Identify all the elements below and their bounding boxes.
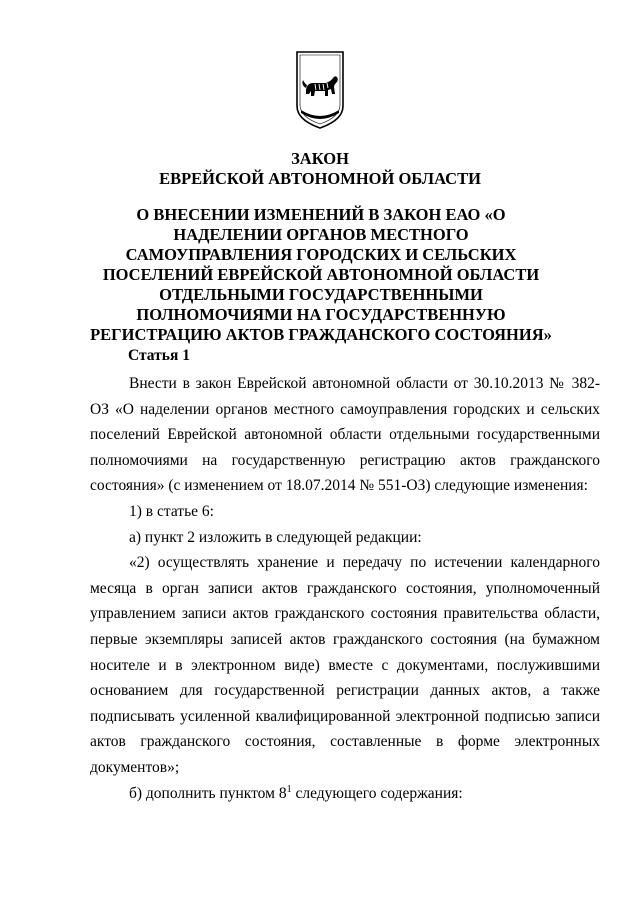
article-body (90, 371, 600, 806)
law-subject: О ВНЕСЕНИИ ИЗМЕНЕНИЙ В ЗАКОН ЕАО «О НАДЕЛЕНИИ ОРГАНОВ МЕСТНОГО САМОУПРАВЛЕНИЯ ГОРОДСКИХ И СЕЛЬСКИХ ПОСЕЛЕНИЙ ЕВРЕЙСКОЙ АВТОНОМНОЙ ОБЛАСТИ ОТДЕЛЬНЫМИ ГОСУДАРСТВЕННЫМИ ПОЛНОМОЧИЯМИ НА ГОСУДАРСТВЕННУЮ РЕГИСТРАЦИЮ АКТОВ ГРАЖДАНСКОГО СОСТОЯНИЯ» (90, 205, 552, 344)
item-b-text: б) дополнить пунктом 8 (129, 784, 287, 802)
item-a-quote: «2) осуществлять хранение и передачу по истечении календарного месяца в орган записи актов гражданского состояния, уполномоченный управлением записи актов гражданского состояния правительства области, первые экземпляры записей актов гражданского состояния (на бумажном носителе и в электронном виде) вместе с документами, послужившими основанием для государственной регистрации данных актов, а также подписывать усиленной квалифицированной электронной подписью записи актов гражданского состояния, составленные в форме электронных документов»; (90, 554, 600, 776)
item-b-superscript: 1 (286, 783, 292, 795)
item-1: 1) в статье 6: (129, 502, 214, 520)
item-b-tail: следующего содержания: (291, 784, 463, 802)
article-heading: Статья 1 (128, 347, 190, 364)
article-intro: Внести в закон Еврейской автономной области от 30.10.2013 № 382-ОЗ «О наделении органов местного самоуправления городских и сельских поселений Еврейской автономной области отдельными государственными полномочиями на государственную регистрацию актов гражданского состояния» (с изменением от 18.07.2014 № 551-ОЗ) следующие изменения: (90, 375, 600, 495)
law-region: ЕВРЕЙСКОЙ АВТОНОМНОЙ ОБЛАСТИ (159, 169, 481, 188)
item-a: а) пункт 2 изложить в следующей редакции: (129, 528, 422, 546)
item-b (90, 781, 600, 807)
coat-of-arms-tiger-icon (295, 50, 345, 130)
coat-of-arms (295, 50, 345, 135)
law-title: ЗАКОН (291, 149, 349, 168)
